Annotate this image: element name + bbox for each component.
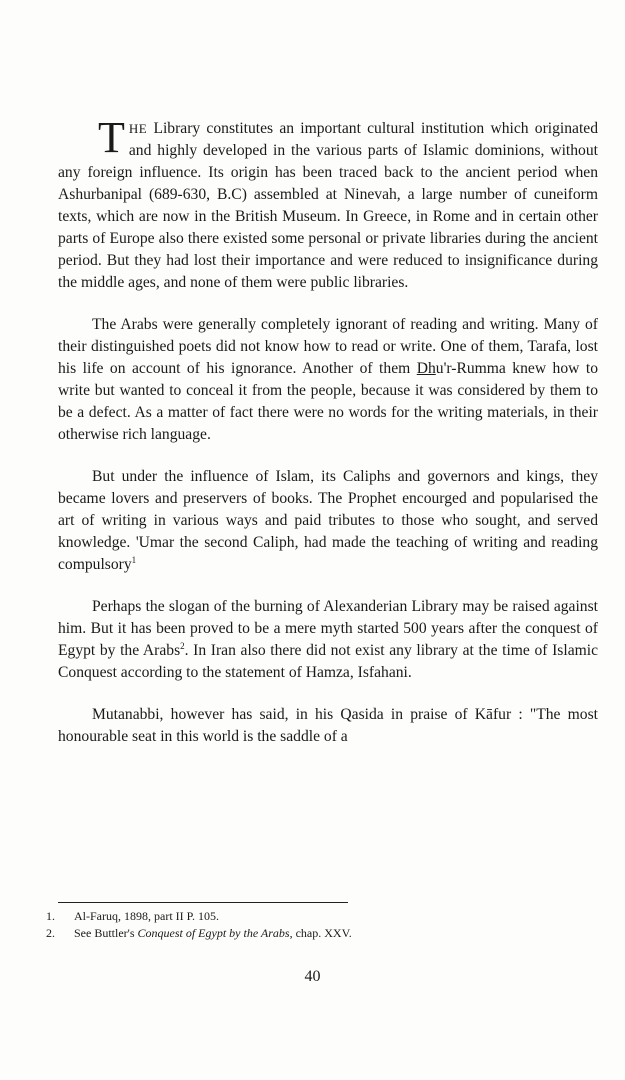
paragraph-4-text-b: . In Iran also there did not exist any library at the time of Islamic Conquest according to the statement of Hamza, Isfahani. [58, 642, 598, 681]
footnote-text-b: , chap. XXV. [289, 926, 352, 940]
footnotes [46, 908, 606, 942]
footnote-text: Al-Faruq, 1898, part II P. 105. [74, 909, 219, 923]
paragraph-2-text-b: u'r-Rumma knew how to write but wanted to conceal it from the people, because it was considered by them to be a defect. As a matter of fact there were no words for the writing materials, in their otherwise rich language. [58, 360, 599, 443]
footnote-1 [46, 908, 606, 925]
paragraph-4 [58, 596, 598, 684]
footnote-2 [46, 925, 606, 942]
paragraph-1 [58, 113, 598, 294]
paragraph-3 [58, 466, 598, 576]
paragraph-2-text-a: The Arabs were generally completely ignorant of reading and writing. Many of their distinguished poets did not know how to read or write. One of them, Tarafa, lost his life on account of his ignorance. Another of them [58, 316, 598, 377]
footnote-number: 2. [46, 926, 55, 940]
drop-cap: T [98, 113, 125, 162]
paragraph-5 [58, 704, 598, 748]
paragraph-4-text-a: Perhaps the slogan of the burning of Alexanderian Library may be raised against him. But it has been proved to be a mere myth started 500 years after the conquest of Egypt by the Arabs [58, 598, 598, 659]
footnote-ref-1: 1 [131, 554, 137, 565]
body-text [58, 113, 599, 748]
page-number: 40 [304, 968, 321, 985]
footnote-ref-2: 2 [180, 640, 185, 651]
paragraph-3-text: But under the influence of Islam, its Caliphs and governors and kings, they became lovers and preservers of books. The Prophet encourged and popularised the art of writing in various ways and paid tributes to those who sought, and served knowledge. 'Umar the second Caliph, had made the teaching of writing and reading compulsory [58, 468, 598, 573]
paragraph-5-text: Mutanabbi, however has said, in his Qasida in praise of Kāfur : "The most honourable seat in this world is the saddle of a [58, 706, 598, 745]
footnote-book-title: Conquest of Egypt by the Arabs [137, 926, 290, 940]
footnote-text [74, 925, 352, 942]
paragraph-2-underlined: Dh [416, 360, 436, 377]
footnote-text-a: See Buttler's [74, 926, 138, 940]
footnote-number: 1. [46, 909, 55, 923]
small-caps-lead: HE [128, 121, 148, 136]
paragraph-1-text: Library constitutes an important cultural institution which originated and highly developed in the various parts of Islamic dominions, without any foreign influence. Its origin has been traced back to the ancient period when Ashurbanipal (689-630, B.C) assembled at Ninevah, a large number of cuneiform texts, which are now in the British Museum. In Greece, in Rome and in certain other parts of Europe also there existed some personal or private libraries during the ancient period. But they had lost their importance and were reduced to insignificance during the middle ages, and none of them were public libraries. [58, 120, 598, 291]
paragraph-2 [58, 314, 598, 446]
footnote-divider [58, 902, 348, 903]
